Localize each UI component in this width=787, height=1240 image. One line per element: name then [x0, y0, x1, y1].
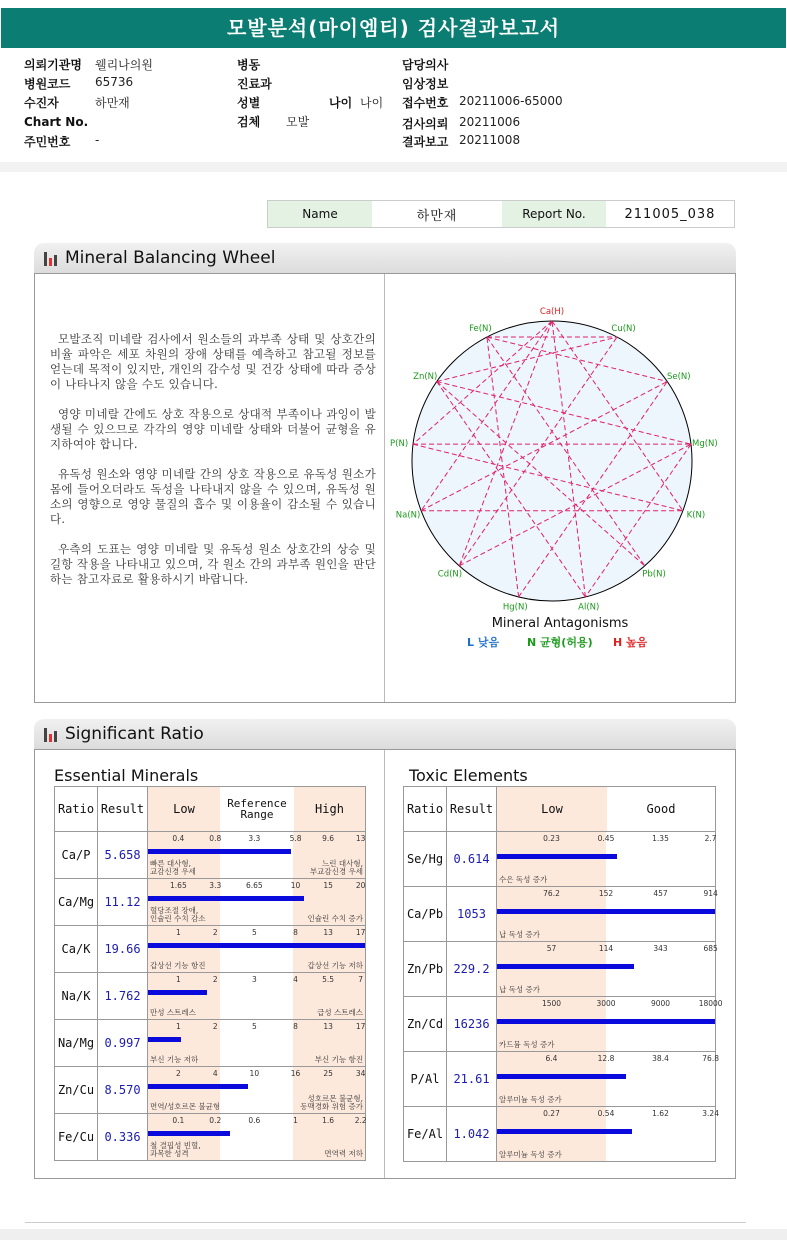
- col-ratio: Ratio: [404, 787, 447, 832]
- ratio-bar-cell: [148, 1020, 366, 1067]
- note-low: 혈당조절 장애, 인슐린 수치 감소: [150, 906, 206, 923]
- info-value: 20211006-65000: [459, 94, 563, 108]
- info-value: 하만재: [95, 96, 130, 110]
- ratio-name: Na/Mg: [55, 1020, 98, 1067]
- tick-label: 2: [212, 1022, 218, 1031]
- note-low: 납 독성 증가: [499, 930, 540, 939]
- ratio-name: Se/Hg: [404, 832, 447, 887]
- ratio-bar-cell: [148, 1114, 366, 1161]
- ratio-bar: [148, 1131, 230, 1136]
- tick-label: 2: [212, 975, 218, 984]
- tick-label: 5: [251, 1022, 257, 1031]
- wheel-circle: [412, 321, 692, 601]
- report-label: Report No.: [502, 201, 606, 227]
- ratio-name: Zn/Pb: [404, 942, 447, 997]
- tick-label: 5: [251, 928, 257, 937]
- note-high: 인슐린 수치 증가: [307, 914, 363, 923]
- essential-table: [54, 786, 366, 1161]
- ratio-bar: [497, 1129, 632, 1134]
- tick-label: 2.7: [704, 834, 717, 843]
- tick-label: 1.65: [170, 881, 187, 890]
- tick-label: 1: [175, 975, 181, 984]
- note-high: 성호르몬 불균형, 동맥경화 위험 증가: [300, 1094, 363, 1111]
- bar-chart-icon: [44, 250, 57, 266]
- intro-paragraph: 모발조직 미네랄 검사에서 원소들의 과부족 상태 및 상호간의 비율 파악은 세포 차원의 장애 상태를 예측하고 참고될 정보를 얻는데 목적이 있지만, 개인의 감수성 및 건강 상태에 따라 증상이 나타나지 않을 수도 있습니다.: [50, 332, 376, 391]
- ratio-name: Zn/Cu: [55, 1067, 98, 1114]
- ratio-result: 1.762: [98, 973, 148, 1020]
- info-label: 병원코드: [24, 77, 71, 91]
- ratio-bar-cell: [148, 926, 366, 973]
- tick-label: 114: [598, 944, 614, 953]
- intro-paragraph: 우측의 도표는 영양 미네랄 및 유독성 원소 상호간의 상승 및 길항 작용을 나타내고 있으며, 각 원소 간의 과부족 원인을 판단하는 참고자료로 활용하시기 바랍니다.: [50, 542, 376, 586]
- tick-label: 1.6: [322, 1116, 335, 1125]
- ratio-bar: [148, 1084, 248, 1089]
- ratio-row: [55, 973, 366, 1020]
- intro-paragraph: 유독성 원소와 영양 미네랄 간의 상호 작용으로 유독성 원소가 몸에 들어오더라도 독성을 나타내지 않을 수 있으며, 유독성 원소의 영향으로 영양 물질의 흡수 및 이용율이 감소될 수 있습니다.: [50, 467, 376, 526]
- tick-label: 5.5: [322, 975, 335, 984]
- wheel-title: Mineral Antagonisms: [491, 616, 629, 631]
- toxic-table: [403, 786, 723, 1162]
- bar-chart-icon: [44, 726, 57, 742]
- ratio-bar: [497, 854, 617, 859]
- name-report-bar: [267, 200, 735, 228]
- ratio-name: Fe/Al: [404, 1107, 447, 1162]
- info-label: 병동: [237, 58, 261, 72]
- ratio-bar-cell: [497, 887, 716, 942]
- info-label: 성별: [237, 96, 261, 110]
- tick-label: 0.23: [543, 834, 560, 843]
- note-low: 알루미늄 독성 증가: [499, 1150, 562, 1159]
- name-value: 하만재: [416, 208, 458, 224]
- info-label: 수진자: [24, 96, 59, 110]
- ratio-bar: [148, 849, 291, 854]
- ratio-row: [55, 1114, 366, 1161]
- tick-label: 457: [653, 889, 668, 898]
- patient-info: [0, 52, 787, 152]
- info-label: 의뢰기관명: [24, 58, 82, 72]
- ratio-row: [55, 1067, 366, 1114]
- ratio-row: [55, 1020, 366, 1067]
- tick-label: 8: [293, 1022, 298, 1031]
- note-high: 급성 스트레스: [317, 1008, 363, 1017]
- ratio-bar-cell: [497, 942, 716, 997]
- wheel-node-label: Zn(N): [413, 371, 438, 382]
- ratio-result: 1.042: [447, 1107, 497, 1162]
- tick-label: 57: [546, 944, 557, 953]
- ratio-bar-cell: [497, 997, 723, 1052]
- info-value: 65736: [95, 75, 134, 89]
- tick-label: 4: [293, 975, 298, 984]
- ratio-bar: [497, 1074, 626, 1079]
- ratio-result: 11.12: [98, 879, 148, 926]
- ratio-name: Fe/Cu: [55, 1114, 98, 1161]
- tick-label: 16: [290, 1069, 301, 1078]
- col-range: [497, 787, 716, 832]
- note-low: 갑상선 기능 항진: [150, 961, 206, 970]
- ratio-bar-cell: [148, 973, 366, 1020]
- ratio-bar-cell: [497, 1107, 719, 1162]
- ratio-bar: [148, 896, 304, 901]
- panel-divider: [384, 274, 385, 702]
- ratio-row: [55, 879, 366, 926]
- section-title: Significant Ratio: [65, 724, 204, 744]
- ratio-bar-cell: [497, 1052, 719, 1107]
- tick-label: 10: [249, 1069, 260, 1078]
- col-low: Low: [148, 787, 220, 831]
- ratio-row: [55, 832, 366, 879]
- ratio-result: 0.336: [98, 1114, 148, 1161]
- info-label: 결과보고: [402, 135, 449, 149]
- tick-label: 4: [212, 1069, 218, 1078]
- ratio-row: [404, 887, 716, 942]
- tick-label: 12.8: [597, 1054, 615, 1063]
- intro-text: [50, 332, 376, 602]
- info-value: 모발: [286, 115, 310, 129]
- ratio-bar: [148, 990, 207, 995]
- tick-label: 13: [323, 928, 333, 937]
- info-value: 나이: [360, 96, 384, 110]
- tick-label: 914: [703, 889, 718, 898]
- wheel-node-label: Fe(N): [469, 324, 492, 335]
- section-header-wheel: [34, 243, 736, 273]
- tick-label: 0.1: [172, 1116, 185, 1125]
- wheel-node-label: Mg(N): [692, 438, 718, 449]
- ratio-result: 0.997: [98, 1020, 148, 1067]
- tick-label: 6.65: [245, 881, 263, 890]
- ratio-result: 16236: [447, 997, 497, 1052]
- tick-label: 6.4: [545, 1054, 558, 1063]
- col-high: High: [294, 787, 365, 831]
- tick-label: 8: [293, 928, 298, 937]
- section-header-ratio: [34, 719, 736, 749]
- tick-label: 0.54: [597, 1109, 615, 1118]
- col-ratio: Ratio: [55, 787, 98, 832]
- tick-label: 17: [355, 928, 366, 937]
- info-value: -: [95, 133, 100, 147]
- tick-label: 2: [175, 1069, 181, 1078]
- note-low: 납 독성 증가: [499, 985, 540, 994]
- ratio-name: P/Al: [404, 1052, 447, 1107]
- note-low: 철 결핍성 빈혈, 과목한 성격: [150, 1141, 201, 1158]
- tick-label: 9.6: [322, 834, 335, 843]
- note-high: 면역력 저하: [324, 1149, 363, 1158]
- note-low: 면역/성호르몬 불균형: [150, 1102, 221, 1111]
- ratio-name: Ca/K: [55, 926, 98, 973]
- ratio-bar-cell: [497, 832, 716, 887]
- info-label: Chart No.: [24, 115, 89, 129]
- tick-label: 1500: [541, 999, 562, 1008]
- ratio-result: 5.658: [98, 832, 148, 879]
- tick-label: 2: [212, 928, 218, 937]
- tick-label: 0.4: [172, 834, 185, 843]
- ratio-row: [55, 926, 366, 973]
- col-result: Result: [447, 787, 497, 832]
- info-value: 20211008: [459, 133, 521, 147]
- tick-label: 3000: [596, 999, 616, 1008]
- tick-label: 10: [290, 881, 301, 890]
- note-low: 카드뮴 독성 증가: [499, 1040, 555, 1049]
- header-divider: [0, 162, 787, 172]
- ratio-name: Ca/Pb: [404, 887, 447, 942]
- col-low: Low: [497, 787, 607, 831]
- tick-label: 2.2: [354, 1116, 367, 1125]
- tick-label: 15: [323, 881, 333, 890]
- tick-label: 0.27: [543, 1109, 560, 1118]
- ratio-result: 19.66: [98, 926, 148, 973]
- ratio-bar: [497, 909, 715, 914]
- ratio-bar: [148, 943, 365, 948]
- ratio-result: 1053: [447, 887, 497, 942]
- note-high: 부신 기능 항진: [314, 1055, 363, 1064]
- ratio-row: [404, 1107, 716, 1162]
- col-reference: Reference Range: [227, 797, 287, 821]
- panel-divider: [384, 750, 385, 1178]
- tick-label: 0.45: [597, 834, 615, 843]
- tick-label: 5.8: [289, 834, 302, 843]
- tick-label: 0.8: [209, 834, 222, 843]
- col-result: Result: [98, 787, 148, 832]
- ratio-bar-cell: [148, 832, 366, 879]
- info-label: 검체: [237, 115, 261, 129]
- tick-label: 3.24: [702, 1109, 719, 1118]
- ratio-bar: [497, 1019, 715, 1024]
- info-label: 주민번호: [24, 135, 71, 149]
- tick-label: 0.6: [248, 1116, 261, 1125]
- tick-label: 7: [358, 975, 364, 984]
- toxic-title: Toxic Elements: [409, 766, 528, 785]
- mineral-wheel: [386, 296, 734, 626]
- wheel-node-label: Cu(N): [611, 324, 636, 335]
- info-label: 담당의사: [402, 58, 449, 72]
- ratio-row: [404, 997, 716, 1052]
- name-label: Name: [268, 201, 372, 227]
- info-label: 접수번호: [402, 96, 449, 110]
- info-label: 검사의뢰: [402, 117, 449, 131]
- tick-label: 3: [251, 975, 257, 984]
- report-value: 211005_038: [624, 206, 716, 222]
- note-high: 갑상선 기능 저하: [307, 961, 363, 970]
- ratio-name: Ca/P: [55, 832, 98, 879]
- tick-label: 17: [355, 1022, 366, 1031]
- ratio-result: 8.570: [98, 1067, 148, 1114]
- report-title: 모발분석(마이엠티) 검사결과보고서: [1, 8, 786, 48]
- wheel-node-label: Cd(N): [437, 569, 463, 580]
- wheel-node-label: Na(N): [395, 510, 421, 521]
- note-low: 부신 기능 저하: [150, 1055, 199, 1064]
- ratio-row: [404, 1052, 716, 1107]
- essential-title: Essential Minerals: [54, 766, 199, 785]
- intro-paragraph: 영양 미네랄 간에도 상호 작용으로 상대적 부족이나 과잉이 발생될 수 있으므로 각각의 영양 미네랄 상태와 더불어 균형을 유지하여야 합니다.: [50, 407, 376, 451]
- tick-label: 0.2: [209, 1116, 222, 1125]
- tick-label: 1.62: [652, 1109, 669, 1118]
- tick-label: 1: [175, 1022, 181, 1031]
- wheel-node-label: Ca(H): [539, 307, 565, 317]
- info-label: 진료과: [237, 77, 272, 91]
- note-low: 만성 스트레스: [150, 1008, 196, 1017]
- tick-label: 76.8: [702, 1054, 719, 1063]
- ratio-bar: [148, 1037, 181, 1042]
- tick-label: 1: [175, 928, 181, 937]
- tick-label: 9000: [650, 999, 671, 1008]
- wheel-node-label: P(N): [390, 438, 409, 449]
- info-value: 웰리나의원: [95, 58, 153, 72]
- ratio-bar-cell: [148, 879, 366, 926]
- tick-label: 25: [323, 1069, 333, 1078]
- ratio-name: Na/K: [55, 973, 98, 1020]
- wheel-node-label: Al(N): [578, 602, 600, 613]
- tick-label: 685: [703, 944, 718, 953]
- wheel-node-label: Pb(N): [642, 569, 666, 580]
- ratio-bar-cell: [148, 1067, 366, 1114]
- ratio-result: 229.2: [447, 942, 497, 997]
- ratio-result: 21.61: [447, 1052, 497, 1107]
- info-label: 나이: [329, 96, 353, 110]
- tick-label: 20: [355, 881, 366, 890]
- ratio-row: [404, 942, 716, 997]
- legend-low: L 낮음: [467, 636, 500, 649]
- wheel-node-label: K(N): [686, 510, 706, 521]
- tick-label: 76.2: [543, 889, 560, 898]
- section-title: Mineral Balancing Wheel: [65, 248, 276, 268]
- ratio-bar: [497, 964, 634, 969]
- note-low: 알루미늄 독성 증가: [499, 1095, 562, 1104]
- tick-label: 3.3: [209, 881, 222, 890]
- tick-label: 38.4: [652, 1054, 669, 1063]
- wheel-node-label: Hg(N): [502, 602, 528, 613]
- ratio-name: Ca/Mg: [55, 879, 98, 926]
- tick-label: 3.3: [248, 834, 261, 843]
- legend-high: H 높음: [613, 636, 648, 649]
- note-low: 수은 독성 증가: [499, 875, 548, 884]
- wheel-node-label: Se(N): [666, 371, 691, 382]
- info-label: 임상정보: [402, 77, 449, 91]
- ratio-name: Zn/Cd: [404, 997, 447, 1052]
- bottom-divider: [25, 1222, 746, 1223]
- col-range: [148, 787, 366, 832]
- tick-label: 1.35: [652, 834, 669, 843]
- tick-label: 343: [653, 944, 668, 953]
- footer-band: [0, 1229, 787, 1240]
- ratio-row: [404, 832, 716, 887]
- tick-label: 18000: [698, 999, 723, 1008]
- ratio-result: 0.614: [447, 832, 497, 887]
- col-good: Good: [646, 802, 676, 816]
- tick-label: 13: [355, 834, 366, 843]
- tick-label: 13: [323, 1022, 333, 1031]
- note-high: 느린 대사형, 부교감신경 우세: [309, 859, 363, 876]
- tick-label: 34: [355, 1069, 366, 1078]
- tick-label: 152: [598, 889, 614, 898]
- legend-normal: N 균형(허용): [527, 636, 593, 649]
- info-value: 20211006: [459, 115, 521, 129]
- note-low: 빠른 대사형, 교감신경 우세: [150, 859, 196, 876]
- tick-label: 1: [293, 1116, 298, 1125]
